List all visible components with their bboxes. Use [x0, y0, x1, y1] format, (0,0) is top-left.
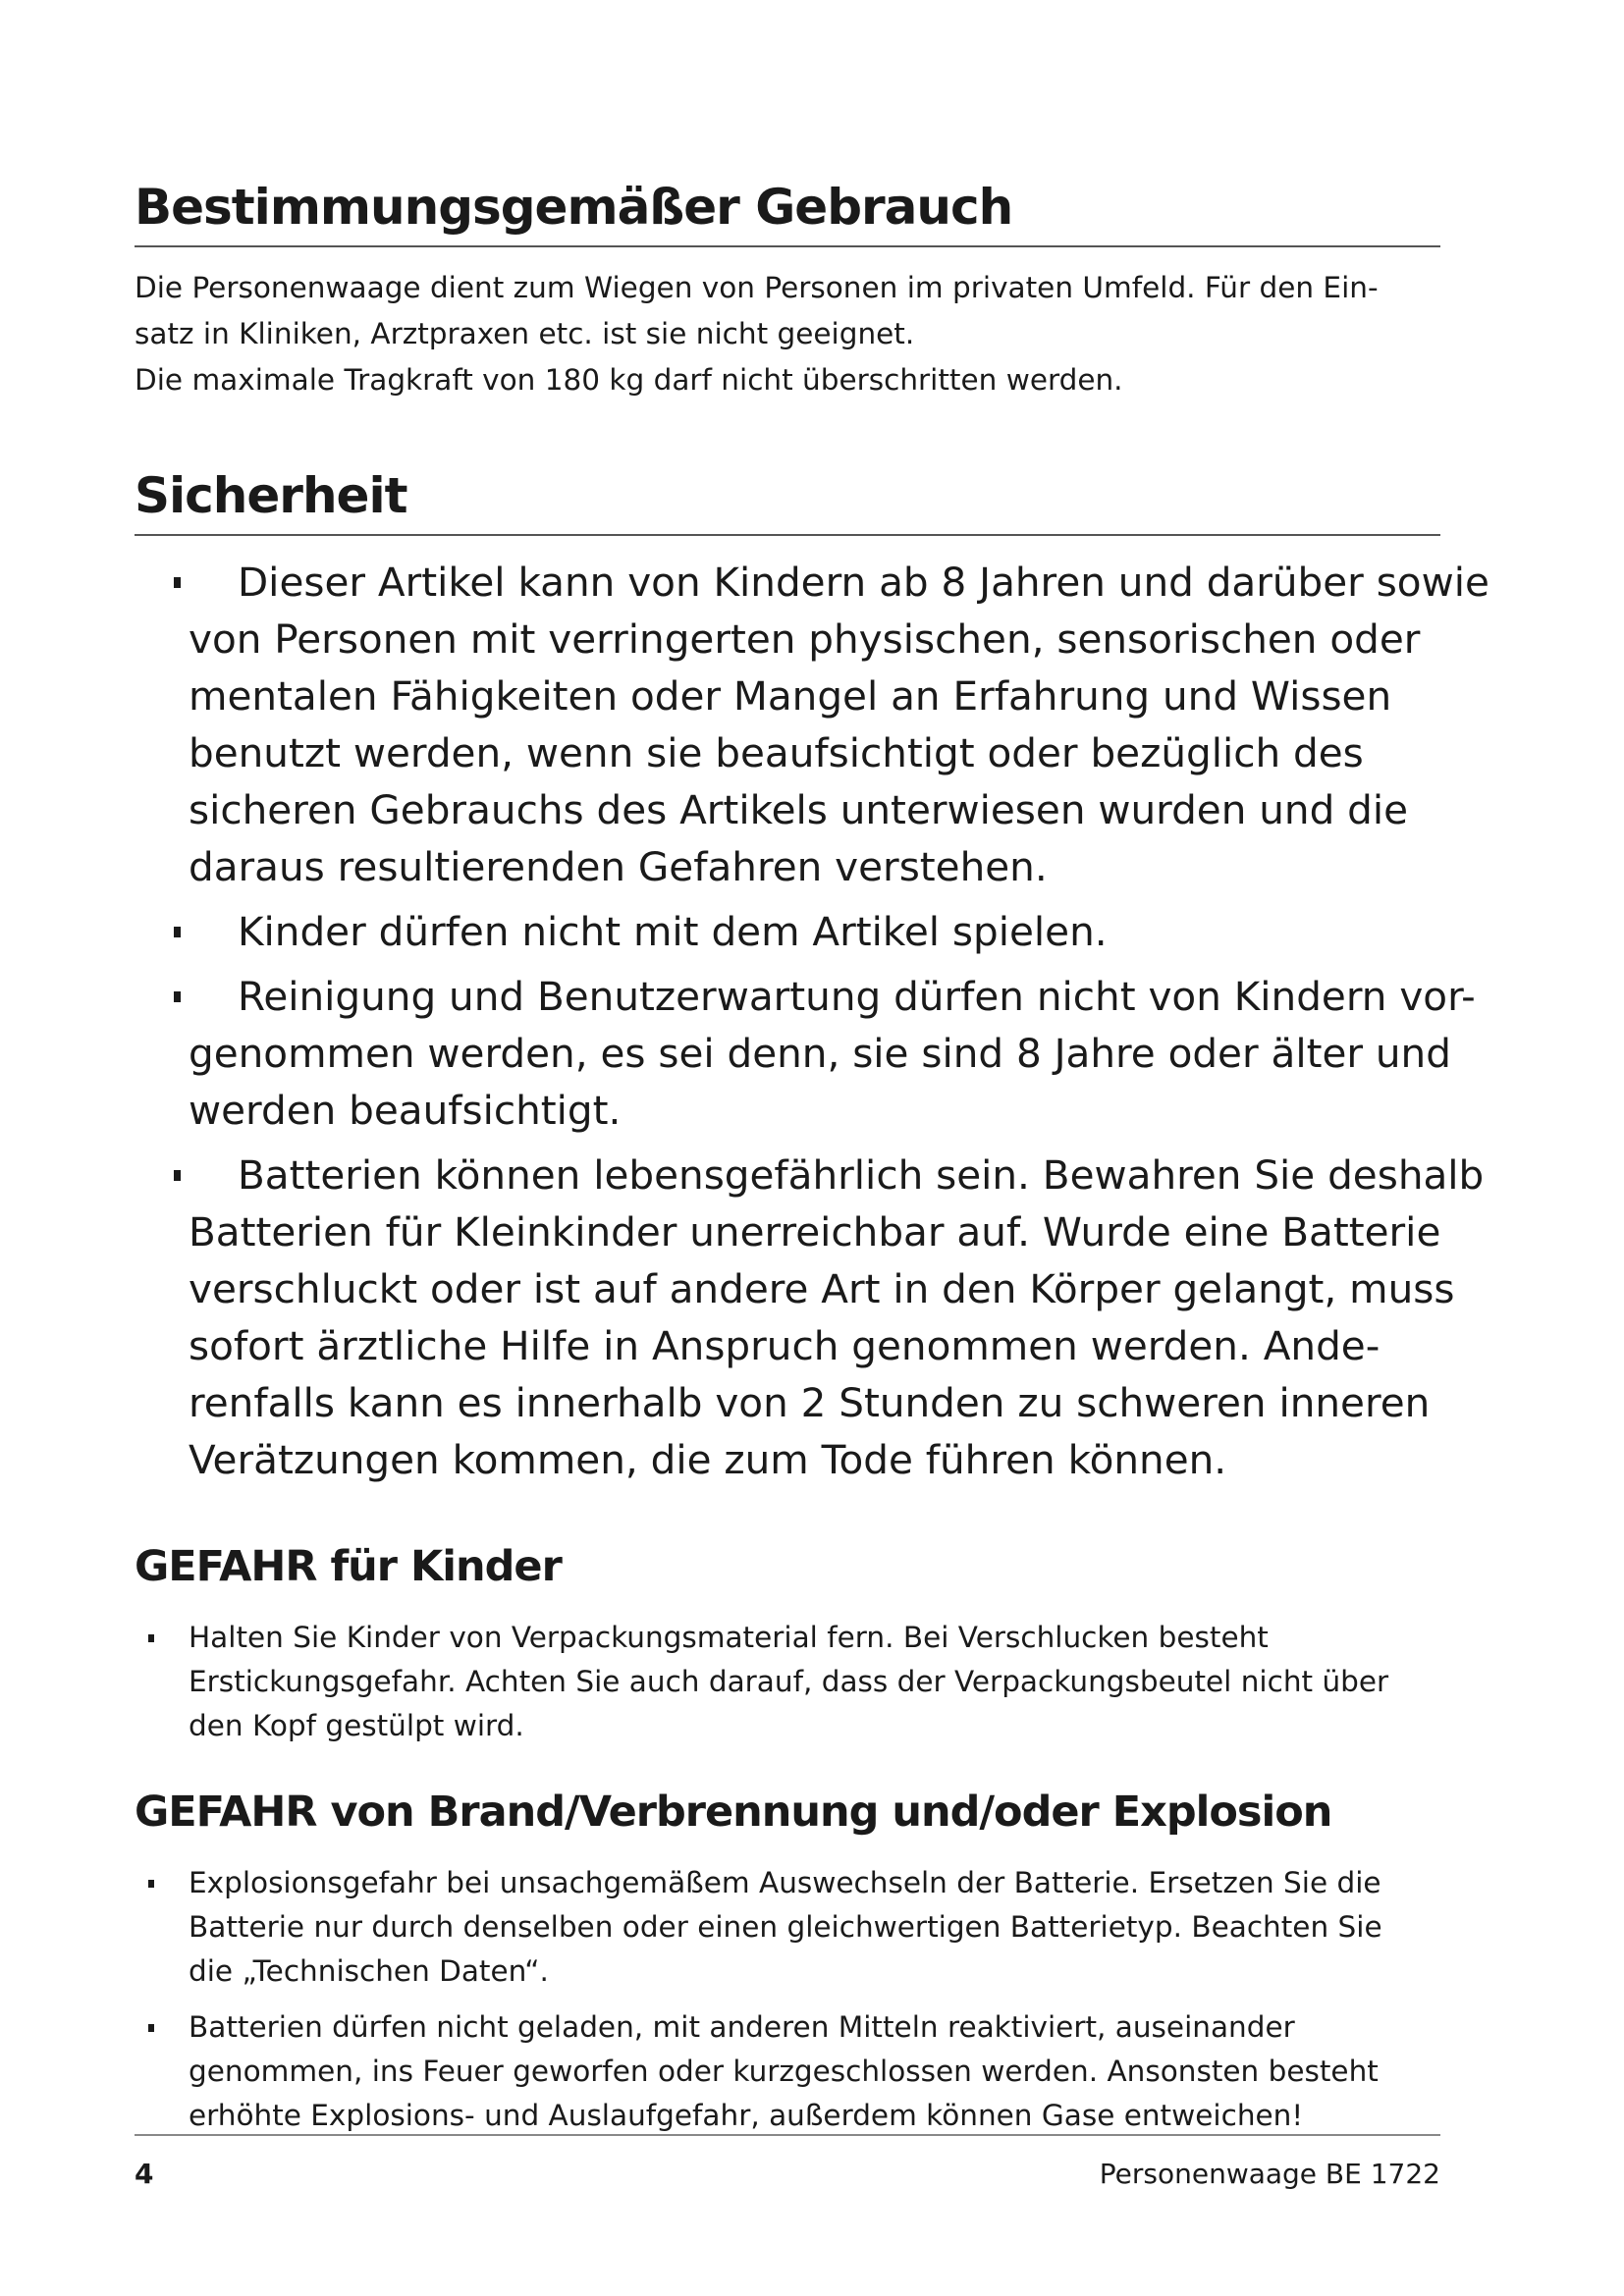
intended-use-paragraph [135, 265, 1440, 403]
paragraph-line: satz in Kliniken, Arztpraxen etc. ist sie nicht geeignet. [135, 317, 915, 350]
list-item-line: genommen, ins Feuer geworfen oder kurzgeschlossen werden. Ansonsten besteht [189, 2055, 1379, 2088]
list-item [135, 903, 1440, 960]
list-item-line: sofort ärztliche Hilfe in Anspruch genommen werden. Ande- [189, 1322, 1380, 1369]
list-item [135, 2005, 1440, 2138]
document-page [135, 0, 1489, 2296]
list-item-line: Halten Sie Kinder von Verpackungsmaterial fern. Bei Verschlucken besteht [189, 1621, 1269, 1654]
list-item-line: Reinigung und Benutzerwartung dürfen nicht von Kindern vor- [238, 973, 1476, 1020]
list-item-line: Batterien für Kleinkinder unerreichbar auf. Wurde eine Batterie [189, 1208, 1441, 1255]
list-item-line: renfalls kann es innerhalb von 2 Stunden zu schweren inneren [189, 1379, 1431, 1426]
section-intended-use [135, 177, 1440, 403]
list-item-line: werden beaufsichtigt. [189, 1087, 622, 1134]
page-number: 4 [135, 2158, 154, 2190]
paragraph-line: Die maximale Tragkraft von 180 kg darf nicht überschritten werden. [135, 363, 1123, 397]
list-item-line: Erstickungsgefahr. Achten Sie auch darauf, dass der Verpackungsbeutel nicht über [189, 1665, 1389, 1698]
bullet-icon [148, 1634, 154, 1642]
list-item-line: mentalen Fähigkeiten oder Mangel an Erfahrung und Wissen [189, 672, 1392, 720]
list-item-line: sicheren Gebrauchs des Artikels unterwiesen wurden und die [189, 786, 1409, 833]
safety-list [135, 554, 1489, 1488]
bullet-icon [174, 991, 181, 1002]
list-item [135, 554, 1489, 895]
danger-fire-list [135, 1861, 1440, 2138]
section-danger-fire [135, 1785, 1440, 2150]
list-item-line: daraus resultierenden Gefahren verstehen. [189, 843, 1048, 890]
section-title-danger-fire: GEFAHR von Brand/Verbrennung und/oder Explosion [135, 1788, 1332, 1837]
list-item-line: erhöhte Explosions- und Auslaufgefahr, außerdem können Gase entweichen! [189, 2099, 1304, 2132]
list-item-line: verschluckt oder ist auf andere Art in den Körper gelangt, muss [189, 1265, 1455, 1312]
section-safety [135, 465, 1489, 1496]
list-item [135, 1147, 1485, 1488]
list-item [135, 1861, 1440, 1994]
list-item [135, 1616, 1440, 1748]
section-title-safety: Sicherheit [135, 465, 1440, 536]
list-item [135, 968, 1476, 1139]
bullet-icon [174, 577, 181, 588]
list-item-line: Dieser Artikel kann von Kindern ab 8 Jahren und darüber sowie [238, 559, 1489, 606]
section-title-danger-children: GEFAHR für Kinder [135, 1542, 562, 1591]
list-item-line: Batterien können lebensgefährlich sein. Bewahren Sie deshalb [238, 1151, 1485, 1199]
list-item-line: benutzt werden, wenn sie beaufsichtigt oder bezüglich des [189, 729, 1364, 776]
danger-children-list [135, 1616, 1440, 1748]
list-item-line: Batterie nur durch denselben oder einen gleichwertigen Batterietyp. Beachten Sie [189, 1910, 1382, 1944]
list-item-line: Kinder dürfen nicht mit dem Artikel spielen. [238, 908, 1108, 955]
list-item-line: die „Technischen Daten“. [189, 1954, 549, 1988]
paragraph-line: Die Personenwaage dient zum Wiegen von Personen im privaten Umfeld. Für den Ein- [135, 271, 1379, 304]
section-danger-children [135, 1539, 1440, 1760]
bullet-icon [148, 2024, 154, 2032]
bullet-icon [148, 1880, 154, 1888]
page-footer [135, 2134, 1440, 2205]
bullet-icon [174, 927, 181, 937]
list-item-line: von Personen mit verringerten physischen, sensorischen oder [189, 615, 1421, 663]
list-item-line: Explosionsgefahr bei unsachgemäßem Auswechseln der Batterie. Ersetzen Sie die [189, 1866, 1381, 1899]
bullet-icon [174, 1170, 181, 1181]
list-item-line: den Kopf gestülpt wird. [189, 1709, 524, 1742]
section-title-intended-use: Bestimmungsgemäßer Gebrauch [135, 177, 1440, 247]
list-item-line: Batterien dürfen nicht geladen, mit anderen Mitteln reaktiviert, auseinander [189, 2010, 1295, 2044]
list-item-line: genommen werden, es sei denn, sie sind 8 Jahre oder älter und [189, 1030, 1451, 1077]
list-item-line: Verätzungen kommen, die zum Tode führen können. [189, 1436, 1227, 1483]
product-name: Personenwaage BE 1722 [1099, 2158, 1440, 2190]
